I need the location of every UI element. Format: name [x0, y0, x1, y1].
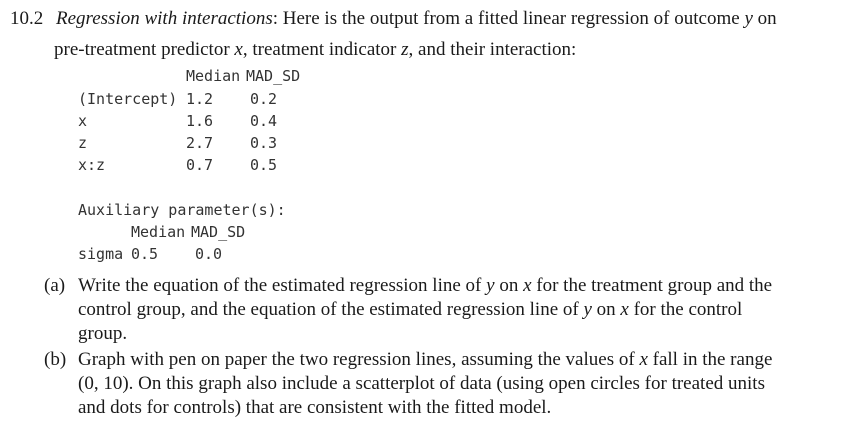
part-a-text-2b: on [591, 299, 621, 320]
problem-number: 10.2 [10, 8, 44, 29]
part-b-text-1a: Graph with pen on paper the two regression lines, assuming the values of [78, 349, 640, 370]
var-x: x [234, 39, 243, 60]
coef-madsd: 0.3 [250, 134, 278, 152]
coef-term: (Intercept) [78, 90, 178, 108]
coef-madsd: 0.2 [250, 90, 278, 108]
intro-text-2c: , and their interaction: [408, 39, 577, 60]
aux-term: sigma [78, 245, 124, 263]
aux-median: 0.5 [131, 245, 159, 263]
part-a-text [78, 274, 838, 346]
part-b-text [78, 348, 838, 420]
coef-term: x:z [78, 156, 106, 174]
aux-heading: Auxiliary parameter(s): [78, 201, 286, 219]
coef-header-madsd: MAD_SD [246, 67, 301, 85]
part-b-line-1 [78, 348, 838, 372]
coef-median: 2.7 [186, 134, 214, 152]
intro-text-2b: , treatment indicator [242, 39, 402, 60]
var-x: x [639, 349, 648, 370]
part-b [44, 348, 844, 420]
aux-madsd: 0.0 [195, 245, 223, 263]
var-y: y [744, 8, 753, 29]
part-a-label: (a) [44, 275, 66, 296]
intro-text-1b: on [752, 8, 777, 29]
coef-madsd: 0.5 [250, 156, 278, 174]
part-a-text-2a: control group, and the equation of the estimated regression line of [78, 299, 584, 320]
problem-title: Regression with interactions [56, 8, 273, 29]
part-b-label: (b) [44, 349, 67, 370]
var-x: x [620, 299, 629, 320]
part-a-text-2c: for the control [628, 299, 743, 320]
coef-madsd: 0.4 [250, 112, 278, 130]
intro-text-2a: pre-treatment predictor [54, 39, 235, 60]
coef-term: z [78, 134, 88, 152]
var-z: z [401, 39, 409, 60]
coef-median: 1.6 [186, 112, 214, 130]
coef-header-median: Median [186, 67, 241, 85]
coef-median: 0.7 [186, 156, 214, 174]
part-b-line-3: and dots for controls) that are consistent with the fitted model. [78, 397, 552, 418]
var-x: x [523, 275, 532, 296]
part-a-text-1a: Write the equation of the estimated regression line of [78, 275, 487, 296]
part-a-line-2 [78, 298, 838, 322]
problem-statement [10, 7, 850, 60]
part-a-line-3: group. [78, 323, 128, 344]
part-b-line-2: (0, 10). On this graph also include a scatterplot of data (using open circles for treated units [78, 373, 765, 394]
part-b-text-1b: fall in the range [647, 349, 773, 370]
intro-line-2 [54, 38, 576, 62]
part-a-text-1b: on [494, 275, 524, 296]
part-a-text-1c: for the treatment group and the [531, 275, 773, 296]
var-y: y [486, 275, 495, 296]
intro-text-1a: : Here is the output from a fitted linear regression of outcome [272, 8, 745, 29]
aux-header-madsd: MAD_SD [191, 223, 246, 241]
coef-median: 1.2 [186, 90, 214, 108]
var-y: y [583, 299, 592, 320]
aux-header-median: Median [131, 223, 186, 241]
part-a [44, 274, 844, 346]
coef-term: x [78, 112, 88, 130]
part-a-line-1 [78, 274, 838, 298]
